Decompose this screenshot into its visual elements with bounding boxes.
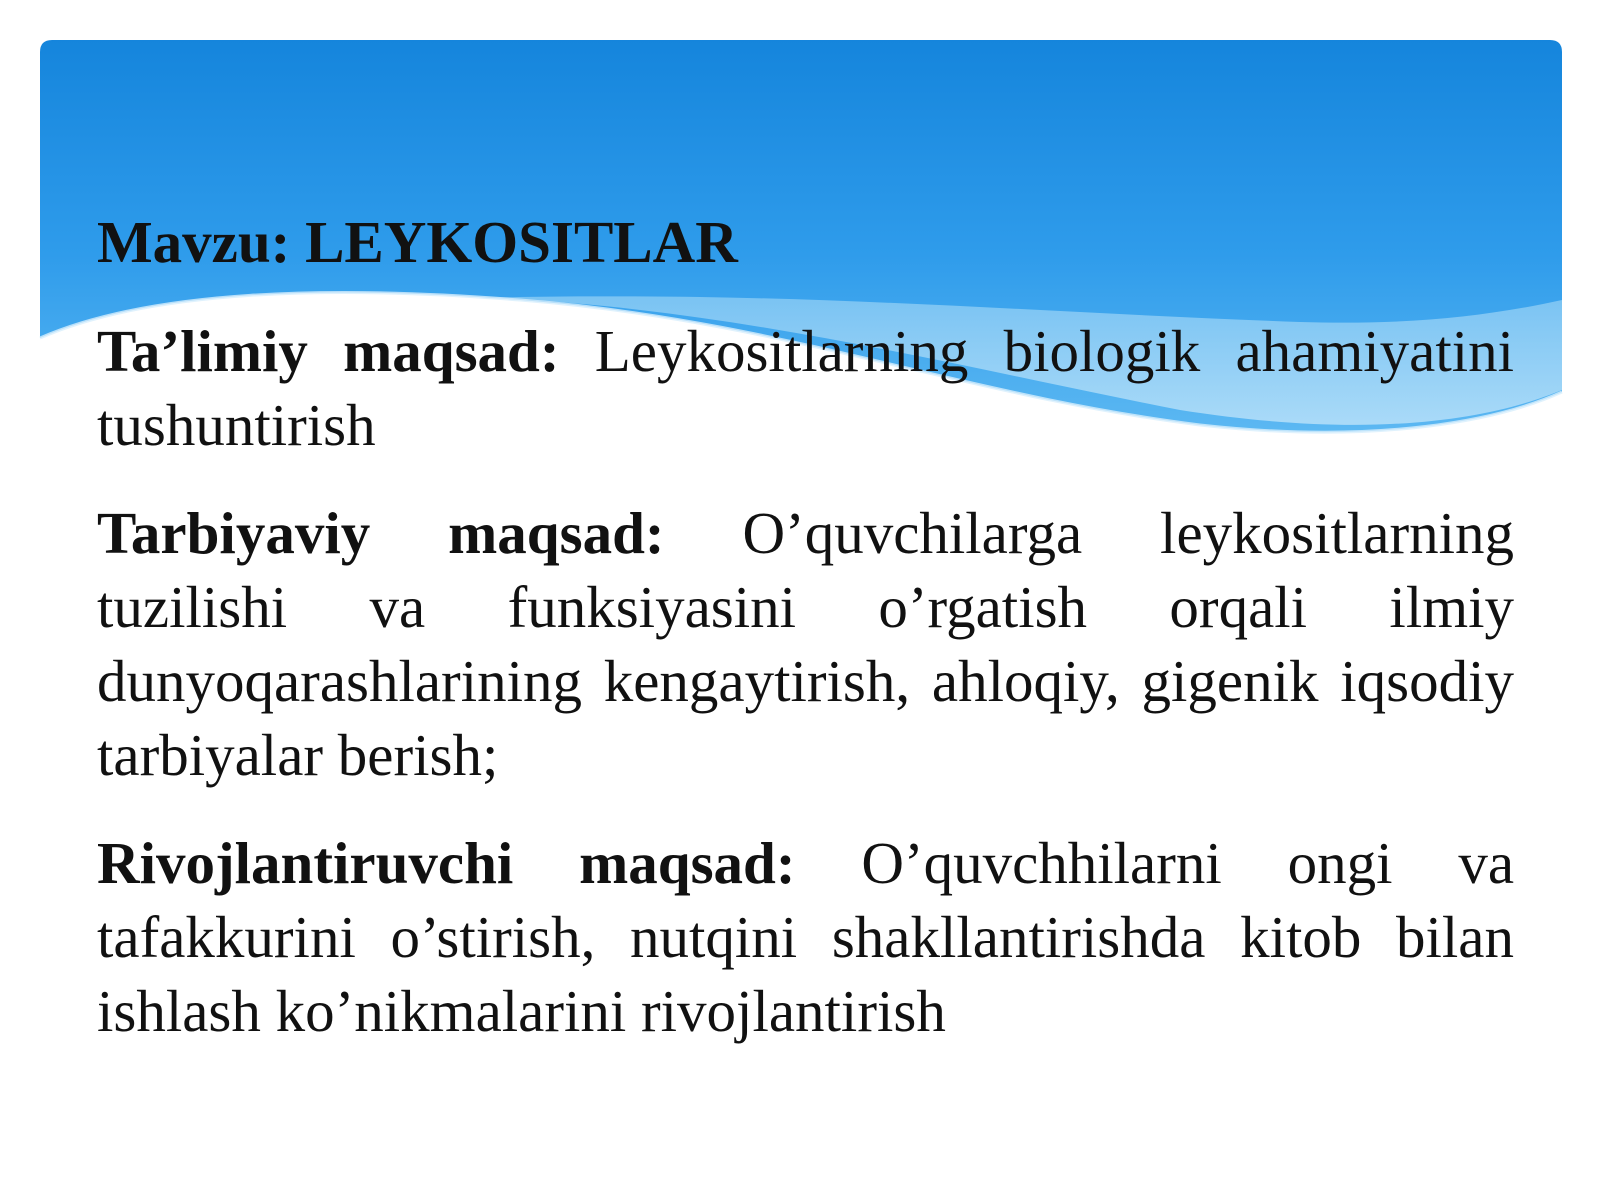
slide-content [97,205,1514,1082]
slide-title: Mavzu: LEYKOSITLAR [97,209,738,275]
paragraph-text: Leykositlarning biologik ahamiyatini tushuntirish [97,318,1514,458]
paragraph-label: Ta’limiy maqsad: [97,318,560,384]
paragraph-label: Rivojlantiruvchi maqsad: [97,830,796,896]
paragraph-talimiy [97,314,1514,462]
paragraph-text: O’quvchhilarni ongi va tafakkurini o’stirish, nutqini shakllantirishda kitob bilan ishlash ko’nikmalarini rivojlantirish [97,830,1515,1044]
paragraph-text: O’quvchilarga leykositlarning tuzilishi va funksiyasini o’rgatish orqali ilmiy dunyoqarashlarining kengaytirish, ahloqiy, gigenik iqsodiy tarbiyalar berish; [97,500,1514,788]
paragraph-label: Tarbiyaviy maqsad: [97,500,665,566]
paragraph-rivojlantiruvchi [97,826,1514,1048]
paragraph-tarbiyaviy [97,496,1514,792]
